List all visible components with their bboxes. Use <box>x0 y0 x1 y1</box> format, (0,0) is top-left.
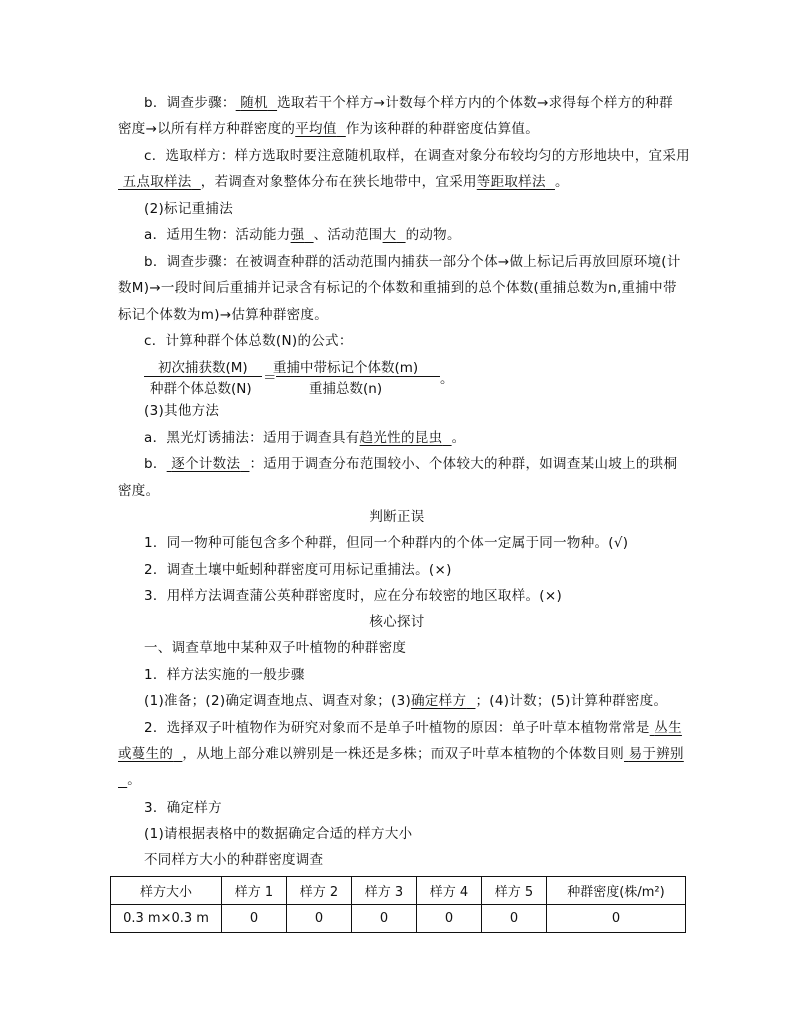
fill-blank <box>118 772 127 788</box>
mark-steps-line1: b．调查步骤：在被调查种群的活动范围内捕获一部分个体→做上标记后再放回原环境(计 <box>144 254 681 270</box>
count-method-line2: 密度。 <box>118 483 160 499</box>
formula <box>144 354 464 396</box>
section-title: (3)其他方法 <box>144 403 220 419</box>
fill-blank: 易于辨别 <box>628 746 684 762</box>
fill-blank: 或蔓生的 <box>118 746 174 762</box>
data-table <box>110 876 686 933</box>
judge-item-2: 2．调查土壤中蚯蚓种群密度可用标记重捕法。(×) <box>144 562 452 578</box>
fraction-left-numerator: 初次捕获数(M) <box>158 360 248 376</box>
table-header: 种群密度(株/m²) <box>547 877 686 905</box>
text: 选取若干个样方→计数每个样方内的个体数→求得每个样方的种群 <box>277 95 673 111</box>
judge-item-3: 3．用样方法调查蒲公英种群密度时，应在分布较密的地区取样。(×) <box>144 588 563 604</box>
mark-applicable-line: a．适用生物：活动能力强 、活动范围大 的动物。 <box>144 227 461 243</box>
light-trap-line: a．黑光灯诱捕法：适用于调查具有趋光性的昆虫 。 <box>144 430 466 446</box>
question: (1)请根据表格中的数据确定合适的样方大小 <box>144 826 413 842</box>
table-cell: 0 <box>482 905 547 933</box>
fill-blank: 逐个计数法 <box>171 456 241 472</box>
table-header: 样方大小 <box>111 877 222 905</box>
table-header: 样方 1 <box>222 877 287 905</box>
mark-steps-line2: 数M)→一段时间后重捕并记录含有标记的个体数和重捕到的总个体数(重捕总数为n,重捕中带 <box>118 280 677 296</box>
step-title: 1．样方法实施的一般步骤 <box>144 667 305 683</box>
section-title: (2)标记重捕法 <box>144 201 234 217</box>
judge-item-1: 1．同一物种可能包含多个种群，但同一个种群内的个体一定属于同一物种。(√) <box>144 535 629 551</box>
reason-line3: 。 <box>118 771 141 789</box>
fill-blank: 五点取样法 <box>122 174 192 190</box>
table-cell: 0.3 m×0.3 m <box>111 905 222 933</box>
table-header: 样方 5 <box>482 877 547 905</box>
answer-blank-line <box>426 376 440 377</box>
table-row <box>111 905 686 933</box>
table-cell: 0 <box>287 905 352 933</box>
fraction-left-denominator: 种群个体总数(N) <box>150 381 252 397</box>
fraction-right-numerator: 重捕中带标记个体数(m) <box>273 360 419 376</box>
period: 。 <box>440 371 454 387</box>
fill-blank: 大 <box>382 227 397 243</box>
formula-intro: c．计算种群个体总数(N)的公式： <box>144 333 353 349</box>
fraction-right-denominator: 重捕总数(n) <box>309 381 383 397</box>
table-caption: 不同样方大小的种群密度调查 <box>144 852 324 868</box>
table-header: 样方 2 <box>287 877 352 905</box>
fill-blank: 强 <box>290 227 305 243</box>
count-method-line1: b． 逐个计数法 ：适用于调查分布范围较小、个体较大的种群，如调查某山坡上的珙桐 <box>144 456 678 472</box>
reason-line2: 或蔓生的 ，从地上部分难以辨别是一株还是多株；而双子叶草本植物的个体数目则 易于辨别 <box>118 746 684 762</box>
equals-sign: ＝ <box>263 370 277 386</box>
table-cell: 0 <box>352 905 417 933</box>
fill-blank: 平均值 <box>295 121 337 137</box>
table-cell: 0 <box>547 905 686 933</box>
heading-core: 核心探讨 <box>369 614 425 630</box>
heading-judge: 判断正误 <box>369 509 425 525</box>
sampling-steps-line1 <box>144 94 673 112</box>
reason-line1: 2．选择双子叶植物作为研究对象而不是单子叶植物的原因：单子叶草本植物常常是 丛生 <box>144 720 682 736</box>
fill-blank: 趋光性的昆虫 <box>359 430 443 446</box>
select-quadrat-line1: c．选取样方：样方选取时要注意随机取样，在调查对象分布较均匀的方形地块中，宜采用 <box>144 148 690 164</box>
select-quadrat-line2: 五点取样法 ，若调查对象整体分布在狭长地带中，宜采用等距取样法 。 <box>118 173 569 191</box>
mark-steps-line3: 标记个体数为m)→估算种群密度。 <box>118 307 329 323</box>
table-header: 样方 3 <box>352 877 417 905</box>
table-cell: 0 <box>417 905 482 933</box>
fill-blank: 随机 <box>240 95 268 111</box>
text: b．调查步骤： <box>144 95 236 111</box>
sampling-steps-line2: 密度→以所有样方种群密度的平均值 作为该种群的种群密度估算值。 <box>118 121 540 137</box>
fill-blank: 等距取样法 <box>476 174 546 190</box>
step-title: 3．确定样方 <box>144 800 222 816</box>
fill-blank: 丛生 <box>654 720 682 736</box>
topic-title: 一、调查草地中某种双子叶植物的种群密度 <box>144 640 407 656</box>
fill-blank: 确定样方 <box>411 693 467 709</box>
table-cell: 0 <box>222 905 287 933</box>
steps-list: (1)准备；(2)确定调查地点、调查对象；(3)确定样方 ；(4)计数；(5)计算种群密度。 <box>144 693 668 709</box>
table-header-row <box>111 877 686 905</box>
table-header: 样方 4 <box>417 877 482 905</box>
